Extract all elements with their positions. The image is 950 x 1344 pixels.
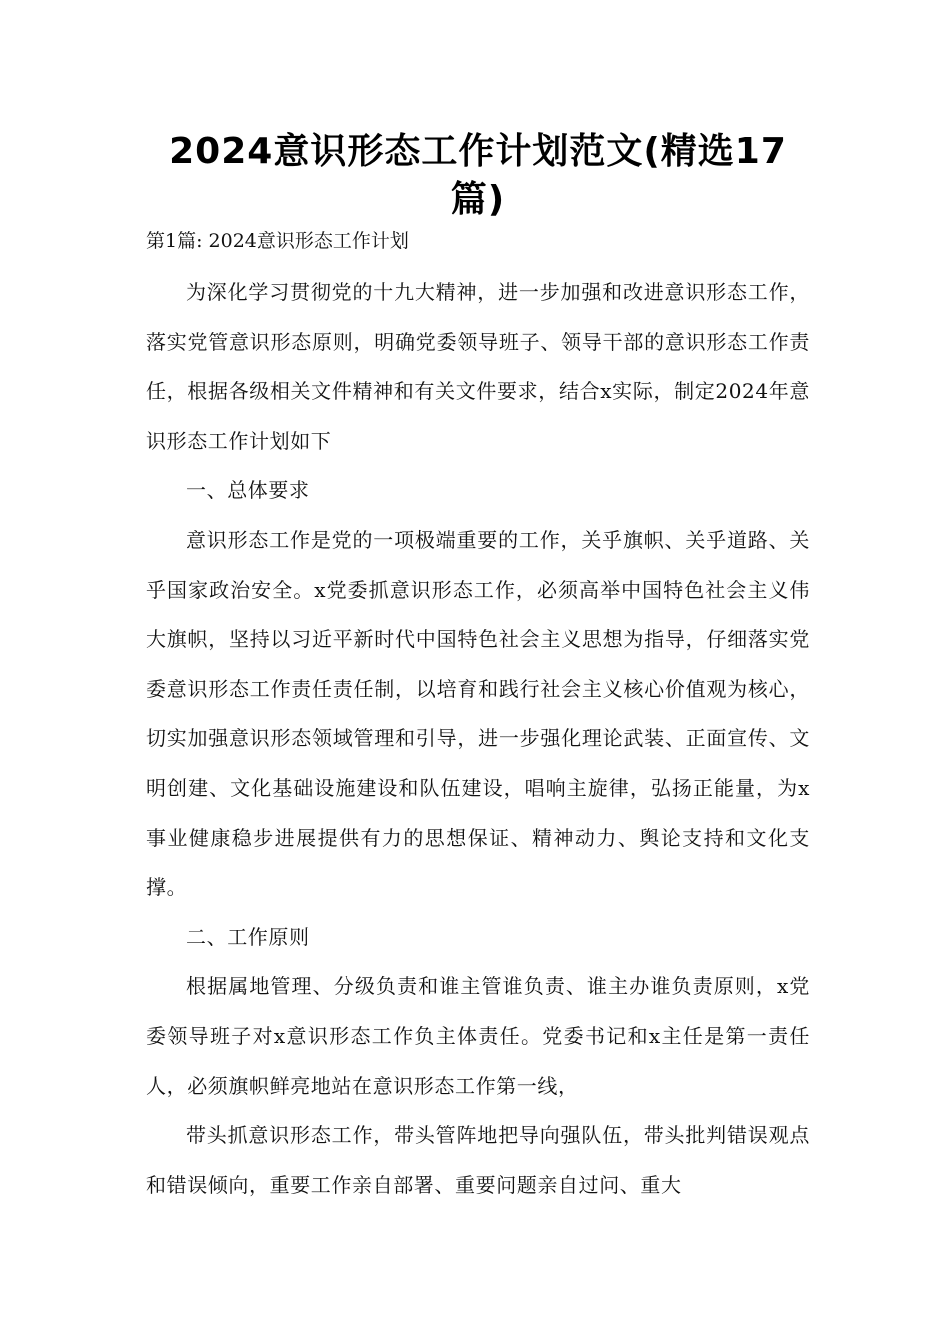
- section-heading-work-principles: 二、工作原则: [186, 924, 310, 949]
- work-principles-paragraph: 根据属地管理、分级负责和谁主管谁负责、谁主办谁负责原则，x党委领导班子对x意识形态工作负主体责任。党委书记和x主任是第一责任人，必须旗帜鲜亮地站在意识形态工作第一线，: [146, 974, 810, 1098]
- document-title-line1: 2024意识形态工作计划范文(精选17: [169, 131, 787, 172]
- intro-paragraph: 为深化学习贯彻党的十九大精神，进一步加强和改进意识形态工作，落实党管意识形态原则，明确党委领导班子、领导干部的意识形态工作责任，根据各级相关文件精神和有关文件要求，结合x实际，制定2024年意识形态工作计划如下: [146, 280, 810, 453]
- work-principles-continuation-paragraph: 带头抓意识形态工作，带头管阵地把导向强队伍，带头批判错误观点和错误倾向，重要工作亲自部署、重要问题亲自过问、重大: [146, 1123, 810, 1197]
- section-heading-overall-requirements: 一、总体要求: [186, 478, 310, 503]
- document-title-line2: 篇): [450, 179, 506, 220]
- chapter-heading: 第1篇: 2024意识形态工作计划: [146, 230, 409, 252]
- document-title: [146, 128, 810, 224]
- overall-requirements-paragraph: 意识形态工作是党的一项极端重要的工作，关乎旗帜、关乎道路、关乎国家政治安全。x党委抓意识形态工作，必须高举中国特色社会主义伟大旗帜，坚持以习近平新时代中国特色社会主义思想为指导，仔细落实党委意识形态工作责任责任制，以培育和践行社会主义核心价值观为核心，切实加强意识形态领域管理和引导，进一步强化理论武装、正面宣传、文明创建、文化基础设施建设和队伍建设，唱响主旋律，弘扬正能量，为x事业健康稳步进展提供有力的思想保证、精神动力、舆论支持和文化支撑。: [146, 527, 810, 900]
